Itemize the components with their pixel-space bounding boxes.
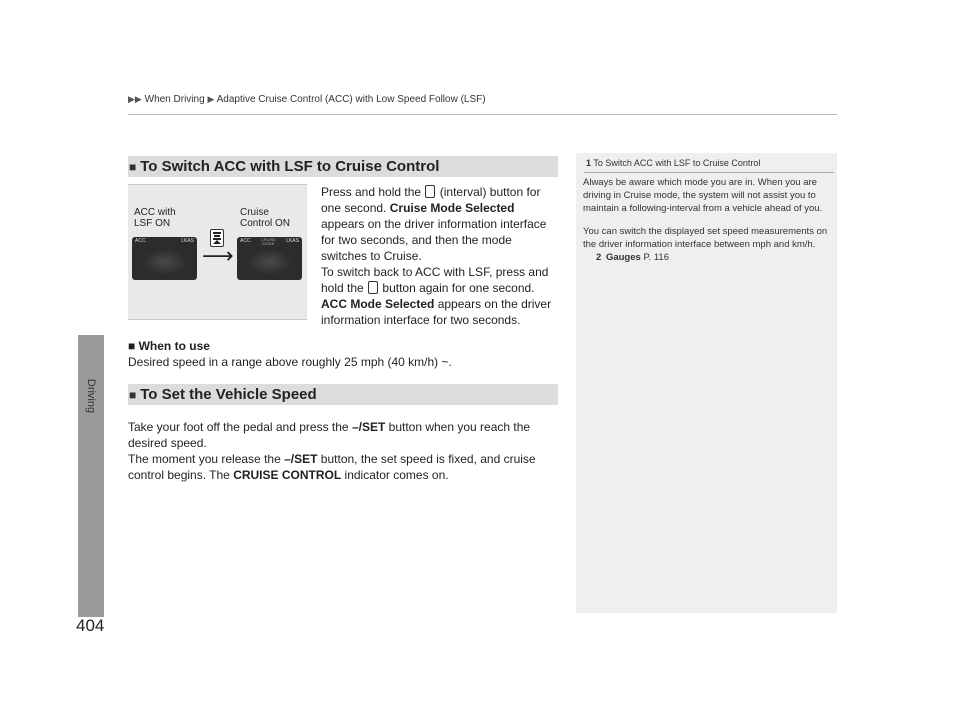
cross-reference-gauges[interactable]	[583, 251, 833, 264]
breadcrumb-item[interactable]: When Driving	[144, 94, 205, 105]
text: To switch back to ACC with LSF, press and hold the	[321, 265, 549, 295]
square-bullet-icon: ■	[129, 159, 137, 174]
figure-mode-switch	[128, 184, 307, 320]
section-title: To Set the Vehicle Speed	[140, 386, 317, 403]
header-divider	[128, 114, 837, 115]
reference-number: 2	[596, 252, 602, 263]
display-lkas-text: LKAS	[286, 238, 299, 244]
text: button again for one second.	[382, 281, 535, 295]
side-tab-label: Driving	[85, 378, 97, 414]
text: appears on the driver information interface for two seconds, and then the mode switches to Cruise.	[321, 217, 547, 263]
when-to-use-text: Desired speed in a range above roughly 25 mph (40 km/h) ~.	[128, 355, 452, 369]
section-heading-set-speed	[128, 384, 558, 405]
bold-text: –/SET	[284, 452, 318, 466]
figure-label-cruise: Cruise Control ON	[240, 207, 291, 229]
note-number: 1	[586, 158, 592, 168]
display-acc-on	[132, 237, 197, 280]
text: Press and hold the	[321, 185, 422, 199]
display-cruise-on	[237, 237, 302, 280]
display-lkas-text: LKAS	[181, 238, 194, 244]
bold-text: ACC Mode Selected	[321, 297, 435, 311]
square-bullet-icon: ■	[129, 387, 137, 402]
text: (interval) button for one second.	[321, 185, 541, 215]
reference-label: Gauges	[605, 252, 641, 263]
interval-button-icon	[368, 281, 378, 294]
breadcrumb-arrow-icon: ▶	[207, 94, 215, 104]
paragraph-switch-instructions	[321, 184, 558, 328]
figure-label-acc: ACC with LSF ON	[134, 207, 176, 229]
note-title-text: To Switch ACC with LSF to Cruise Control	[593, 158, 761, 168]
when-to-use-heading: When to use	[138, 339, 210, 353]
square-bullet-icon: ■	[128, 339, 136, 353]
side-note-paragraph: Always be aware which mode you are in. When you are driving in Cruise mode, the system will not assist you to maintain a following-interval from a vehicle ahead of you.	[583, 177, 823, 214]
side-note-divider	[584, 172, 834, 173]
display-acc-text: ACC	[240, 238, 251, 244]
section-title: To Switch ACC with LSF to Cruise Control	[140, 158, 440, 175]
arrow-right-icon: ⟶	[202, 243, 234, 268]
side-note-paragraph: You can switch the displayed set speed measurements on the driver information interface between mph and km/h.	[583, 226, 828, 250]
text: button, the set speed is fixed, and cruise control begins. The	[128, 452, 536, 482]
breadcrumb-item[interactable]: Adaptive Cruise Control (ACC) with Low Speed Follow (LSF)	[216, 94, 486, 105]
reference-page: P. 116	[643, 252, 669, 263]
bold-text: Cruise Mode Selected	[389, 201, 515, 215]
breadcrumb	[128, 94, 486, 105]
text: The moment you release the	[128, 452, 281, 466]
text: appears on the driver information interface for two seconds.	[321, 297, 552, 327]
display-cruise-mode-text: CRUISE MODE	[260, 237, 276, 246]
breadcrumb-arrow-icon: ▶▶	[128, 94, 142, 104]
side-note-body	[583, 176, 833, 264]
text: indicator comes on.	[344, 468, 449, 482]
text: Take your foot off the pedal and press the	[128, 420, 349, 434]
paragraph-set-speed	[128, 419, 558, 483]
display-acc-text: ACC	[135, 238, 146, 244]
bold-text: –/SET	[351, 420, 386, 434]
bold-text: CRUISE CONTROL	[233, 468, 342, 482]
when-to-use-block	[128, 338, 558, 370]
text: button when you reach the desired speed.	[128, 420, 531, 450]
side-note-title	[586, 158, 760, 168]
page-number: 404	[76, 616, 105, 635]
interval-button-icon	[425, 185, 435, 198]
section-heading-switch	[128, 156, 558, 177]
